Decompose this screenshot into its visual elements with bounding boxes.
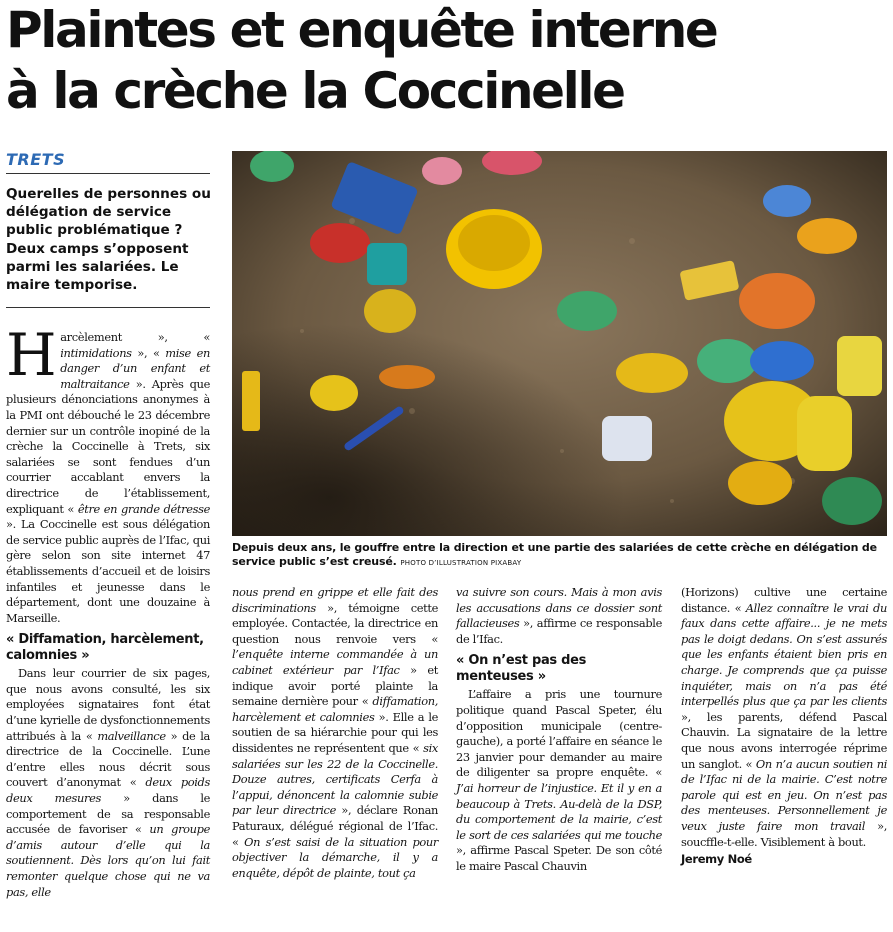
text: », déclare Ronan Paturaux, délégué régional de l’Ifac. « xyxy=(232,803,438,849)
text: » de la directrice de la Coccinelle. L’une d’entre elles nous décrit sous couvert d’anonymat « xyxy=(6,728,211,790)
dropcap: H xyxy=(6,321,57,389)
quote: malveillance xyxy=(97,728,166,743)
text: arcèlement », « xyxy=(60,330,210,344)
text: », « xyxy=(131,345,166,360)
paragraph xyxy=(456,585,662,647)
section-rubric: TRETS xyxy=(6,150,210,174)
quote: être en grande détresse xyxy=(77,501,210,516)
photo-caption xyxy=(232,541,887,570)
quote: un groupe d’amis autour d’elle qui la soutiennent. Dès lors qu’on lui fait remonter quelque chose qui ne va pas, elle xyxy=(6,822,210,899)
article-column-1 xyxy=(6,321,211,900)
quote: On n’a aucun soutien ni de l’Ifac ni de la mairie. C’est notre parole qui est en jeu. On n’est pas des menteuses. Personnellement je veux juste faire mon travail xyxy=(681,756,887,833)
text: », les parents, défend Pascal Chauvin. La signataire de la lettre que nous avons interrogée réprime un sanglot. « xyxy=(681,709,887,771)
paragraph xyxy=(6,321,211,626)
text: », affirme ce responsable de l’Ifac. xyxy=(456,616,662,646)
text: », soucffle-t-elle. Visiblement à bout. xyxy=(681,818,887,849)
text: ». La Coccinelle est sous délégation de service public auprès de l’Ifac, qui gère selon son site internet 47 établissements d’accueil et de loisirs infantiles et jeunesse dans le département, dont une douzaine à Marseille. xyxy=(6,517,210,625)
divider xyxy=(6,307,210,308)
text: » et indique avoir porté plainte la semaine dernière pour « xyxy=(232,662,439,709)
headline-line-2: à la crèche la Coccinelle xyxy=(6,62,624,120)
text: (Horizons) cultive une certaine distance. « xyxy=(681,585,887,615)
subheading: « Diffamation, harcèlement, calomnies » xyxy=(6,632,204,663)
quote: va suivre son cours. Mais à mon avis les accusations dans ce dossier sont fallacieuses xyxy=(456,585,662,631)
quote: mise en danger d’un enfant et maltraitance xyxy=(60,345,211,391)
quote: diffamation, harcèlement et calomnies xyxy=(232,694,438,724)
byline: Jeremy Noé xyxy=(681,852,752,867)
photo-credit: PHOTO D’ILLUSTRATION PIXABAY xyxy=(400,559,522,567)
caption-text: Depuis deux ans, le gouffre entre la direction et une partie des salariées de cette crèche en délégation de service public s’est creusé. xyxy=(232,541,877,568)
headline-line-1: Plaintes et enquête interne xyxy=(6,1,717,59)
quote: J’ai horreur de l’injustice. Et il y en a beaucoup à Trets. Au-delà de la DSP, du comportement de la mairie, c’est le sort de ces salariées qui me touche xyxy=(456,780,662,842)
quote: l’enquête interne commandée à un cabinet extérieur par l’Ifac xyxy=(232,647,438,677)
photo-sandbox-toys xyxy=(232,151,887,536)
text: », témoigne cette employée. Contactée, la directrice en question nous renvoie vers « xyxy=(232,600,438,646)
subheading: « On n’est pas des menteuses » xyxy=(456,653,587,684)
quote: On s’est saisi de la situation pour objectiver la démarche, il y a enquête, dépôt de plainte, tout ça xyxy=(232,834,439,880)
text: ». Après que plusieurs dénonciations anonymes à la PMI ont débouché le 23 décembre dernier sur un contrôle inopiné de la crèche la Coccinelle à Trets, six salariées se sont fendues d’un courrier accablant envers la directrice de l’établissement, expliquant « xyxy=(6,376,210,516)
text: » dans le comportement de sa responsable accusée de favoriser « xyxy=(6,791,210,837)
paragraph xyxy=(681,585,887,850)
text: L’affaire a pris une tournure politique quand Pascal Speter, élu d’opposition municipale (centre-gauche), a porté l’affaire en séance le 23 janvier pour demander au maire de diligenter sa propre enquête. « xyxy=(456,687,662,780)
paragraph xyxy=(6,666,210,900)
quote: Allez connaître le vrai du faux dans cette affaire... je ne mets pas le doigt dedans. On s’est assurés que les enfants étaient bien pris en charge. Je comprends que ça puisse inquiéter, mais on n’a pas été interpellés plus que ça par les clients xyxy=(681,600,887,709)
quote: intimidations xyxy=(60,345,132,360)
sandbox-toys-illustration xyxy=(232,151,887,536)
quote: deux poids deux mesures xyxy=(6,775,210,806)
article-column-2 xyxy=(232,585,438,881)
article-column-4 xyxy=(681,585,887,868)
article-column-3 xyxy=(456,585,662,875)
paragraph xyxy=(232,585,438,881)
paragraph xyxy=(456,687,662,874)
text: », affirme Pascal Speter. De son côté le maire Pascal Chauvin xyxy=(456,843,662,873)
text: ». Elle a le soutien de sa hiérarchie pour qui les dissidentes ne représentent que « xyxy=(232,709,439,755)
lede: Querelles de personnes ou délégation de service public problématique ? Deux camps s’opposent parmi les salariées. Le maire temporise. xyxy=(6,186,211,294)
quote: six salariées sur les 22 de la Coccinelle. Douze autres, certificats Cerfa à l’appui, dénoncent la calomnie subie par leur directrice xyxy=(232,740,438,818)
quote: nous prend en grippe et elle fait des discriminations xyxy=(232,585,438,615)
text: Dans leur courrier de six pages, que nous avons consulté, les six employées signataires font état d’une kyrielle de dysfonctionnements attribués à la « xyxy=(6,666,210,743)
headline xyxy=(6,0,886,122)
